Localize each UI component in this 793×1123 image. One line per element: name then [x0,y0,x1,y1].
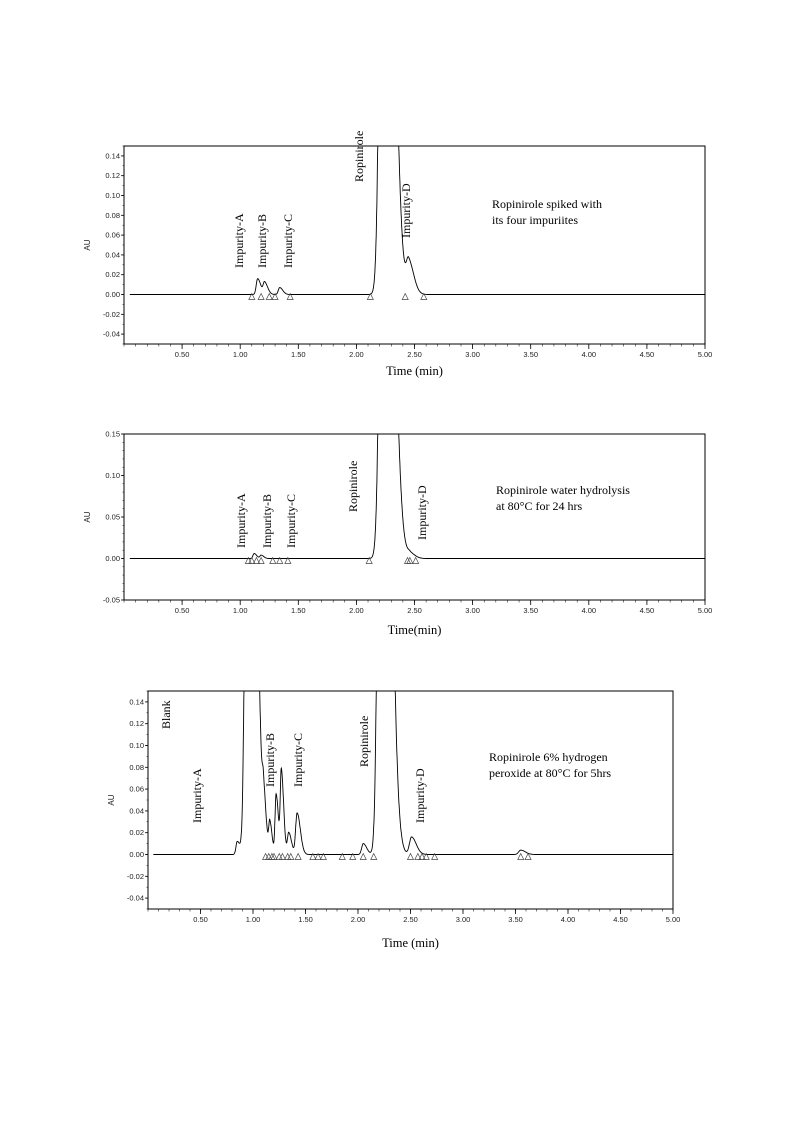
y-tick-label: 0.12 [105,171,120,181]
integration-marker [288,854,294,860]
peak-label: Impurity-C [284,494,298,548]
x-tick-label: 1.50 [290,606,306,615]
chart-water-hydrolysis-svg [0,420,793,650]
y-tick-label: 0.14 [129,697,144,707]
integration-marker [415,854,421,860]
integration-marker [263,854,269,860]
chart-annotation-line: Ropinirole water hydrolysis [496,483,630,497]
integration-marker [276,854,282,860]
chart-peroxide [0,683,793,968]
x-tick-label: 1.50 [298,915,313,924]
y-axis-label: AU [83,239,92,251]
peak-label: Ropinirole [346,460,360,512]
integration-marker [295,854,301,860]
x-tick-label: 4.00 [560,915,576,924]
y-tick-label: 0.00 [129,850,144,859]
x-tick-label: 0.50 [193,915,208,924]
x-tick-label: 2.50 [403,915,418,924]
y-tick-label: 0.14 [105,151,120,161]
x-tick-label: 2.00 [349,606,364,615]
x-tick-label: 2.00 [350,915,366,924]
x-axis-label: Time (min) [382,936,439,950]
y-tick-label: 0.04 [105,250,120,260]
x-tick-label: 3.50 [523,350,539,359]
peak-label: Ropinirole [357,715,371,767]
x-tick-label: 0.50 [174,606,190,615]
peak-label: Impurity-A [232,213,246,268]
x-tick-label: 1.00 [232,606,248,615]
chart-annotation-line: Ropinirole 6% hydrogen [489,750,608,764]
y-axis-label: AU [83,511,92,523]
peak-label: Impurity-D [399,183,413,238]
integration-marker [271,854,277,860]
x-tick-label: 4.50 [639,606,655,615]
y-tick-label: 0.12 [129,719,144,729]
chart-peroxide-svg [0,683,793,963]
y-tick-label: 0.02 [129,828,144,838]
integration-marker [360,854,366,860]
y-tick-label: 0.10 [105,191,120,200]
y-tick-label: -0.04 [126,893,144,903]
y-tick-label: 0.04 [129,806,144,816]
x-tick-label: 1.00 [245,915,261,924]
y-tick-label: 0.15 [105,429,120,439]
x-tick-label: 3.00 [455,915,471,924]
peak-label: Ropinirole [352,130,366,182]
plot-frame [124,146,705,344]
peak-label: Impurity-A [234,493,248,548]
y-tick-label: 0.08 [105,210,120,220]
x-tick-label: 5.00 [665,915,681,924]
peak-label: Impurity-C [281,214,295,268]
x-tick-label: 1.50 [290,350,306,359]
chart-spiked-svg [0,130,793,390]
peak-label: Impurity-C [291,733,305,787]
integration-marker [371,854,377,860]
y-tick-label: -0.05 [102,595,120,605]
y-tick-label: 0.08 [129,762,144,772]
peak-label: Impurity-B [255,214,269,268]
peak-label: Blank [159,700,173,729]
integration-marker [408,854,414,860]
x-tick-label: 5.00 [697,350,713,359]
integration-marker [279,854,285,860]
y-tick-label: 0.05 [105,512,120,522]
integration-marker [413,558,419,564]
chromatogram-trace [130,146,705,295]
x-tick-label: 5.00 [697,606,713,615]
y-tick-label: 0.00 [105,290,120,299]
y-tick-label: 0.00 [105,554,120,563]
peak-label: Impurity-D [413,768,427,823]
integration-marker [269,854,275,860]
x-tick-label: 2.50 [407,606,422,615]
integration-marker [266,854,272,860]
peak-label: Impurity-B [260,494,274,548]
chart-annotation-line: its four impuriites [492,213,578,227]
y-tick-label: -0.02 [126,871,144,881]
integration-marker [285,854,291,860]
x-tick-label: 4.50 [613,915,628,924]
plot-frame [148,691,673,909]
y-tick-label: -0.02 [102,309,120,319]
x-tick-label: 2.00 [349,350,364,359]
x-tick-label: 3.50 [508,915,523,924]
y-tick-label: -0.04 [102,329,120,339]
integration-marker [258,294,264,300]
integration-marker [266,294,272,300]
integration-marker [518,854,524,860]
peak-label: Impurity-A [190,768,204,823]
x-tick-label: 4.00 [581,350,597,359]
chart-spiked [0,130,793,395]
x-tick-label: 4.50 [639,350,655,359]
y-tick-label: 0.06 [105,230,120,240]
x-tick-label: 3.50 [523,606,539,615]
chart-annotation-line: at 80°C for 24 hrs [496,499,583,513]
x-tick-label: 3.00 [465,350,480,359]
x-axis-label: Time(min) [387,623,442,637]
y-tick-label: 0.10 [129,741,144,750]
y-tick-label: 0.10 [105,471,120,480]
chart-annotation-line: peroxide at 80°C for 5hrs [489,766,612,780]
x-tick-label: 2.50 [407,350,422,359]
chart-water-hydrolysis [0,420,793,655]
y-axis-label: AU [107,794,116,806]
x-tick-label: 4.00 [581,606,597,615]
chart-annotation-line: Ropinirole spiked with [492,197,602,211]
x-axis-label: Time (min) [386,364,443,378]
y-tick-label: 0.06 [129,784,144,794]
y-tick-label: 0.02 [105,270,120,280]
x-tick-label: 3.00 [465,606,480,615]
x-tick-label: 1.00 [232,350,248,359]
integration-marker [402,294,408,300]
peak-label: Impurity-D [415,485,429,540]
peak-label: Impurity-B [263,733,277,787]
x-tick-label: 0.50 [174,350,190,359]
